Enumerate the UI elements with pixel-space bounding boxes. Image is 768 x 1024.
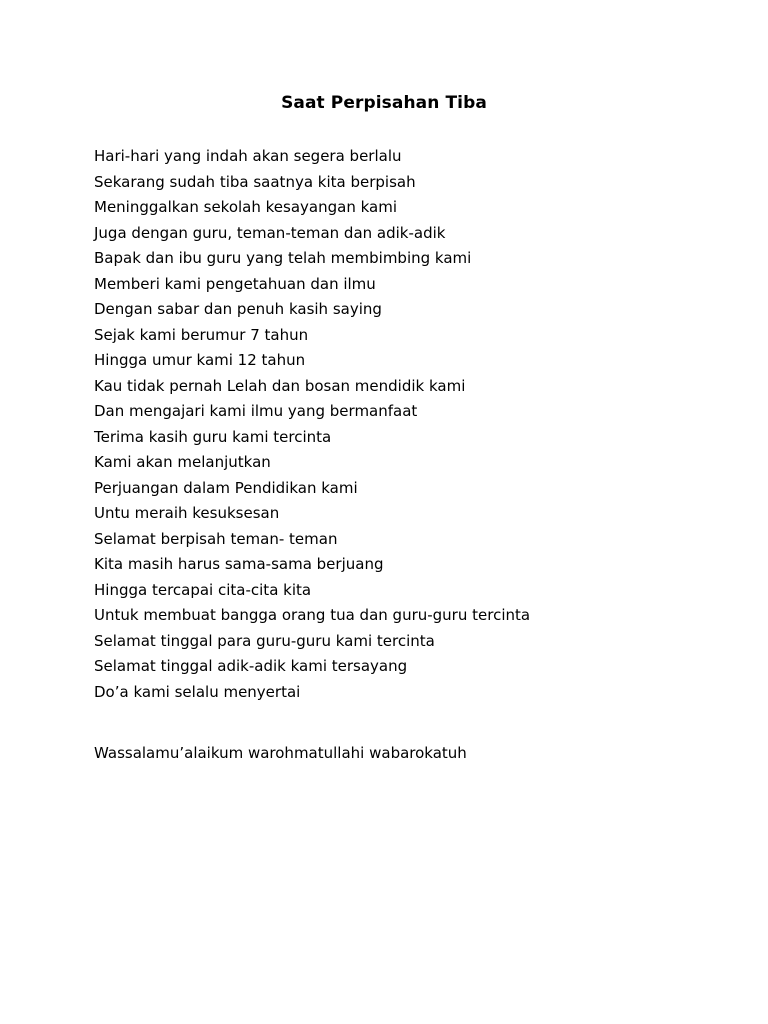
poem-line: Hingga umur kami 12 tahun — [94, 351, 306, 369]
poem-line: Kami akan melanjutkan — [94, 453, 271, 471]
poem-line: Selamat tinggal para guru-guru kami tercinta — [94, 631, 435, 650]
document-title: Saat Perpisahan Tiba — [281, 93, 487, 113]
poem-line: Perjuangan dalam Pendidikan kami — [94, 478, 358, 497]
poem-line: Terima kasih guru kami tercinta — [94, 427, 332, 446]
poem-line: Dengan sabar dan penuh kasih saying — [94, 300, 382, 318]
poem-line: Do’a kami selalu menyertai — [94, 682, 301, 701]
poem-line: Dan mengajari kami ilmu yang bermanfaat — [94, 402, 418, 420]
poem-line: Sejak kami berumur 7 tahun — [94, 325, 309, 344]
poem-line: Selamat tinggal adik-adik kami tersayang — [94, 657, 408, 675]
poem-line: Hingga tercapai cita-cita kita — [94, 580, 312, 599]
poem-line: Juga dengan guru, teman-teman dan adik-adik — [94, 223, 446, 242]
poem-line: Meninggalkan sekolah kesayangan kami — [94, 198, 397, 216]
poem-line: Selamat berpisah teman- teman — [94, 529, 338, 548]
closing-greeting: Wassalamu’alaikum warohmatullahi wabarokatuh — [94, 744, 467, 762]
poem-body — [94, 144, 714, 705]
poem-line: Sekarang sudah tiba saatnya kita berpisah — [94, 172, 416, 191]
poem-line: Untuk membuat bangga orang tua dan guru-guru tercinta — [94, 606, 531, 624]
poem-line: Hari-hari yang indah akan segera berlalu — [94, 147, 402, 165]
poem-line: Untu meraih kesuksesan — [94, 504, 280, 522]
poem-line: Bapak dan ibu guru yang telah membimbing kami — [94, 249, 472, 267]
poem-line: Memberi kami pengetahuan dan ilmu — [94, 274, 376, 293]
poem-line: Kita masih harus sama-sama berjuang — [94, 555, 384, 573]
poem-line: Kau tidak pernah Lelah dan bosan mendidik kami — [94, 376, 466, 395]
